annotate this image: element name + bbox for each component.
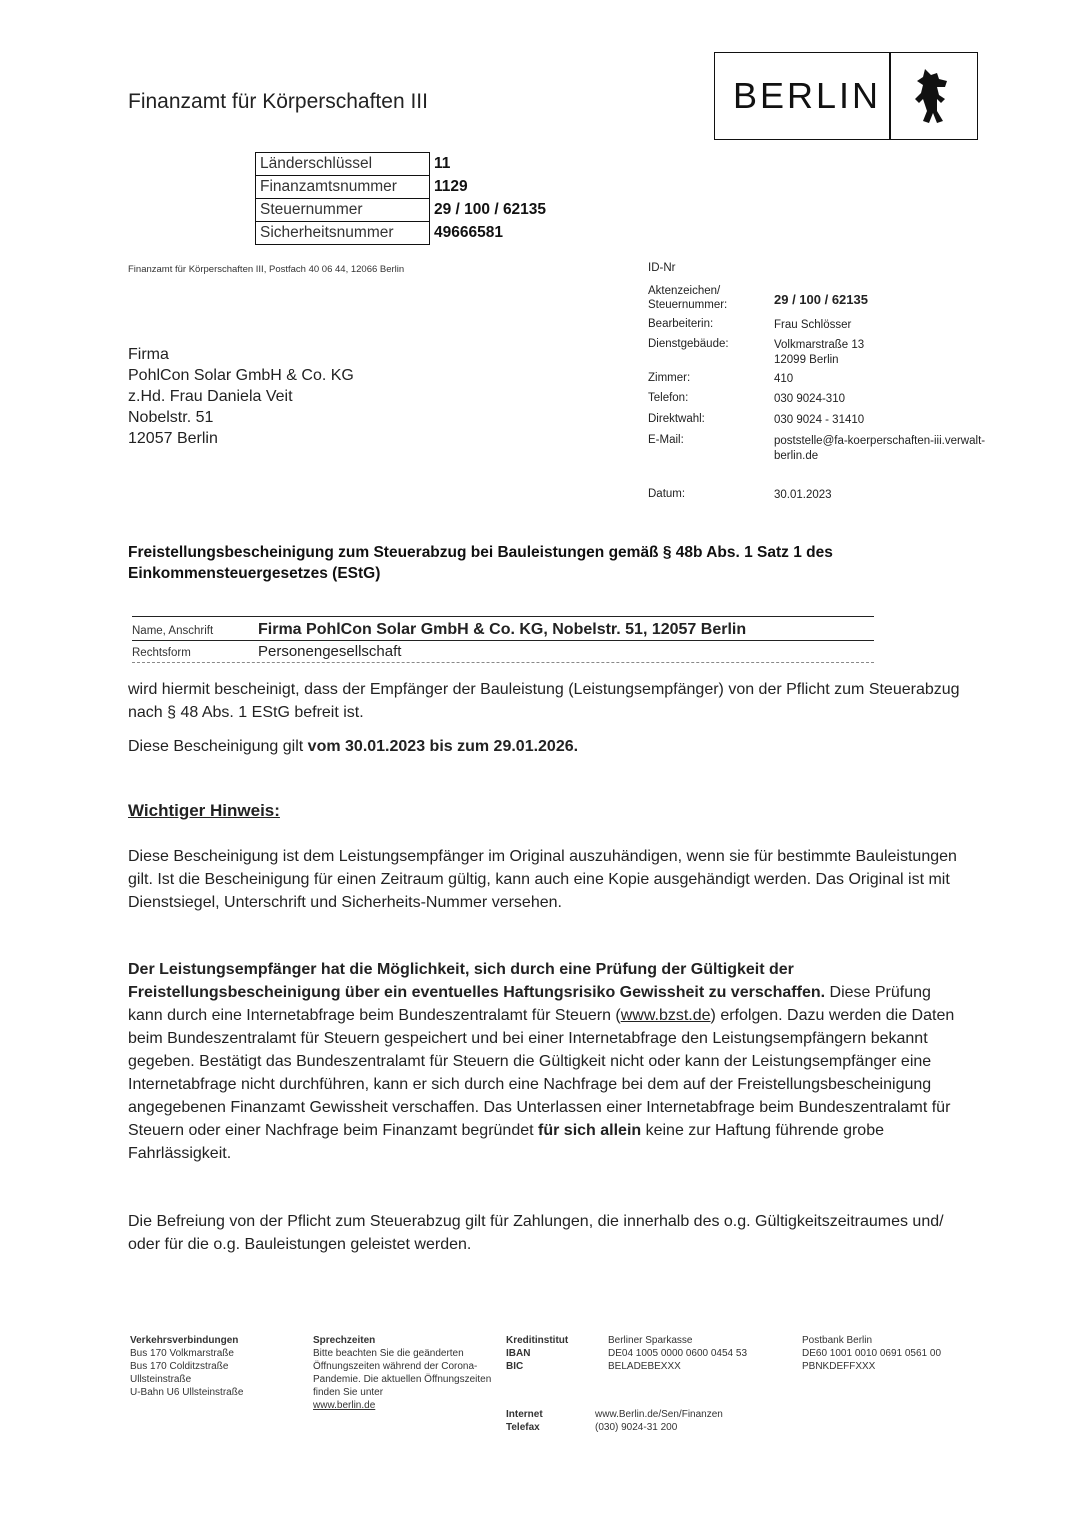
transport-heading: Verkehrsverbindungen [130,1335,239,1346]
id-value: 1129 [430,176,609,199]
hours-heading: Sprechzeiten [313,1335,376,1346]
divider [132,640,874,641]
bic-label: BIC [506,1361,524,1372]
footer-contact-labels [506,1408,596,1434]
building-label: Dienstgebäude: [648,338,729,350]
legal-form-value: Personengesellschaft [258,643,402,660]
footer-bank2 [802,1334,992,1373]
id-value: 29 / 100 / 62135 [430,199,609,222]
email-value[interactable]: poststelle@fa-koerperschaften-iii.verwalt-berlin.de [774,435,986,462]
validity-statement [128,735,968,758]
direct-value: 030 9024 - 31410 [774,414,865,426]
exemption-statement: wird hiermit bescheinigt, dass der Empfänger der Bauleistung (Leistungsempfänger) von der Pflicht zum Steuerabzug nach § 48 Abs. 1 EStG befreit ist. [128,681,960,721]
recipient-line: PohlCon Solar GmbH & Co. KG [128,367,354,384]
bzst-link[interactable]: www.bzst.de [620,1007,711,1024]
recipient-line: z.Hd. Frau Daniela Veit [128,388,293,405]
table-row [256,153,609,176]
bank1-iban: DE04 1005 0000 0600 0454 53 [608,1348,748,1359]
id-label: Sicherheitsnummer [256,222,430,245]
notice-paragraph: Diese Bescheinigung ist dem Leistungsempfänger im Original auszuhändigen, wenn sie für bestimmte Bauleistungen gilt. Ist die Bescheinigung für einen Zeitraum gültig, kann auch eine Kopie ausgehändigt werden. Das Original ist mit Dienstsiegel, Unterschrift und Sicherheits-Nummer versehen. [128,848,957,911]
direct-label: Direktwahl: [648,413,705,425]
id-label: Steuernummer [256,199,430,222]
email-label: E-Mail: [648,434,684,446]
bank1-name: Berliner Sparkasse [608,1335,693,1346]
verification-paragraph [128,958,968,1165]
bank1-bic: BELADEBEXXX [608,1361,681,1372]
name-value: Firma PohlCon Solar GmbH & Co. KG, Nobelstr. 51, 12057 Berlin [258,621,747,638]
transport-line: Ullsteinstraße [130,1374,192,1385]
date-value: 30.01.2023 [774,489,832,501]
recipient-address [128,344,354,449]
notice-heading: Wichtiger Hinweis: [128,801,280,820]
bear-icon [901,63,967,129]
footer-bank-labels [506,1334,596,1373]
date-label: Datum: [648,488,686,500]
phone-value: 030 9024-310 [774,393,845,405]
transport-line: Bus 170 Volkmarstraße [130,1348,234,1359]
id-label: Länderschlüssel [256,153,430,176]
berlin-link[interactable]: www.berlin.de [313,1400,376,1411]
hours-text: Bitte beachten Sie die geänderten Öffnungszeiten während der Corona-Pandemie. Die aktuellen Öffnungszeiten finden Sie unter [313,1348,492,1398]
room-label: Zimmer: [648,372,691,384]
fax-label: Telefax [506,1422,540,1433]
legal-form-label: Rechtsform [132,647,191,659]
validity-period: vom 30.01.2023 bis zum 29.01.2026. [307,738,579,755]
internet-label: Internet [506,1409,543,1420]
fax-value: (030) 9024-31 200 [595,1422,678,1433]
berlin-logo [714,52,978,140]
clerk-value: Frau Schlösser [774,319,852,331]
building-value: Volkmarstraße 13 12099 Berlin [774,339,865,366]
office-title: Finanzamt für Körperschaften III [128,90,428,113]
id-nr-label: ID-Nr [648,262,676,274]
table-row [256,176,609,199]
verification-text-a: Diese Prüfung kann durch eine Internetabfrage beim Bundeszentralamt für Steuern ( [128,984,931,1024]
id-value: 49666581 [430,222,609,245]
bank2-iban: DE60 1001 0010 0691 0561 00 [802,1348,942,1359]
bank2-bic: PBNKDEFFXXX [802,1361,876,1372]
validity-text: Diese Bescheinigung gilt [128,738,308,755]
az-value: 29 / 100 / 62135 [774,292,868,307]
logo-divider [889,53,891,139]
verification-text-b: ) erfolgen. Dazu werden die Daten beim Bundeszentralamt für Steuern gespeichert und bei einer Internetabfrage den Leistungsempfängern bekannt gegeben. Bestätigt das Bundeszentralamt für Steuern die Gültigkeit nicht oder kann der Leistungsempfänger eine Internetabfrage nicht durchführen, kann er sich durch eine Nachfrage bei dem auf der Freistellungsbescheinigung angegebenen Finanzamt Gewissheit verschaffen. Das Unterlassen einer Internetabfrage beim Bundeszentralamt für Steuern oder einer Nachfrage beim Finanzamt begründet [128,1007,955,1139]
footer-hours [313,1334,493,1412]
az-label: Aktenzeichen/ Steuernummer: [648,285,728,311]
verification-text-c: keine zur Haftung führende grobe Fahrlässigkeit. [128,1122,884,1162]
divider [132,616,874,617]
phone-label: Telefon: [648,392,689,404]
id-table [255,152,608,245]
transport-line: Bus 170 Colditzstraße [130,1361,229,1372]
id-value: 11 [430,153,609,176]
table-row [256,222,609,245]
iban-label: IBAN [506,1348,531,1359]
divider [132,662,874,664]
bank-heading: Kreditinstitut [506,1335,569,1346]
id-label: Finanzamtsnummer [256,176,430,199]
footer-bank1 [608,1334,798,1373]
subject-heading: Freistellungsbescheinigung zum Steuerabzug bei Bauleistungen gemäß § 48b Abs. 1 Satz 1 des Einkommensteuergesetzes (EStG) [128,544,833,582]
transport-line: U-Bahn U6 Ullsteinstraße [130,1387,244,1398]
verification-bold-2: für sich allein [538,1122,642,1139]
recipient-line: Nobelstr. 51 [128,409,214,426]
name-label: Name, Anschrift [132,625,214,637]
clerk-label: Bearbeiterin: [648,318,714,330]
footer-transport [130,1334,290,1399]
table-row [256,199,609,222]
recipient-line: Firma [128,346,169,363]
verification-bold: Der Leistungsempfänger hat die Möglichkeit, sich durch eine Prüfung der Gültigkeit der Freistellungsbescheinigung über ein eventuelles Haftungsrisiko Gewissheit zu verschaffen. [128,961,826,1001]
recipient-line: 12057 Berlin [128,430,218,447]
room-value: 410 [774,373,794,385]
exemption-scope-paragraph: Die Befreiung von der Pflicht zum Steuerabzug gilt für Zahlungen, die innerhalb des o.g. Gültigkeitszeitraumes und/ oder für die o.g. Bauleistungen geleistet werden. [128,1213,944,1253]
footer-contact-values [595,1408,795,1434]
sender-line: Finanzamt für Körperschaften III, Postfach 40 06 44, 12066 Berlin [128,264,405,275]
internet-value[interactable]: www.Berlin.de/Sen/Finanzen [595,1409,723,1420]
bank2-name: Postbank Berlin [802,1335,873,1346]
logo-text: BERLIN [733,75,882,116]
